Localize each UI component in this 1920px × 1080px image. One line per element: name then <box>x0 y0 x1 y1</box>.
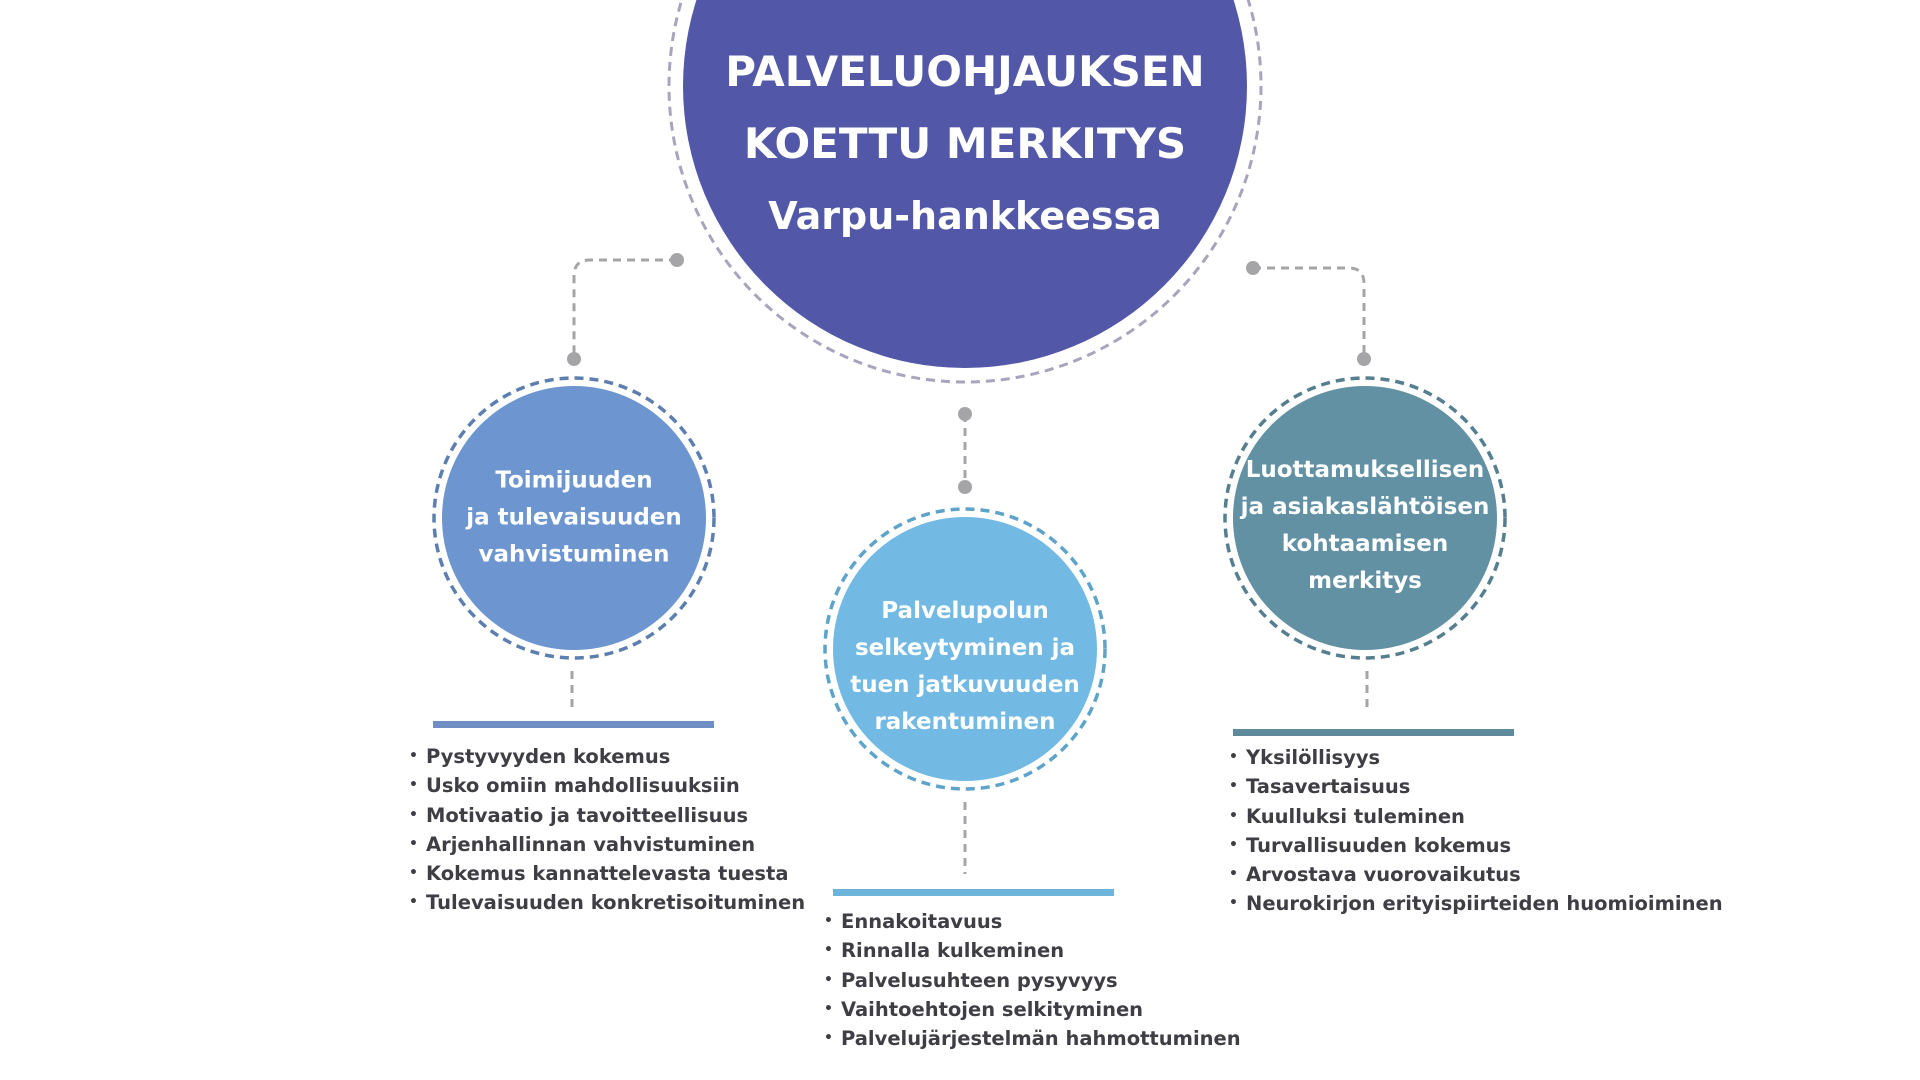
connector-left <box>574 260 677 359</box>
list-item: • Tasavertaisuus <box>1246 772 1723 801</box>
connector-dot <box>958 407 972 421</box>
list-item: • Palvelusuhteen pysyvyys <box>841 966 1241 995</box>
main-title <box>725 36 1204 252</box>
node-label-line: ja asiakaslähtöisen <box>1240 494 1490 520</box>
connector-dot <box>670 253 684 267</box>
connector-dot <box>1357 352 1371 366</box>
right-node-label <box>1241 452 1490 600</box>
left-node-label <box>466 463 682 574</box>
list-item: • Tulevaisuuden konkretisoituminen <box>426 888 805 917</box>
left-item-list <box>426 742 805 918</box>
list-item: • Usko omiin mahdollisuuksiin <box>426 771 805 800</box>
node-label-line: vahvistuminen <box>478 541 670 568</box>
node-label-line: Luottamuksellisen <box>1245 457 1485 483</box>
node-label-line: Palvelupolun <box>881 598 1049 624</box>
middle-divider-bar <box>833 889 1114 896</box>
connector-dot <box>958 480 972 494</box>
list-item: • Vaihtoehtojen selkityminen <box>841 995 1241 1024</box>
list-item: • Ennakoitavuus <box>841 907 1241 936</box>
middle-node-label <box>850 593 1080 741</box>
list-item: • Pystyvyyden kokemus <box>426 742 805 771</box>
list-item: • Arjenhallinnan vahvistuminen <box>426 830 805 859</box>
list-item: • Kuulluksi tuleminen <box>1246 802 1723 831</box>
list-item: • Rinnalla kulkeminen <box>841 936 1241 965</box>
list-item: • Arvostava vuorovaikutus <box>1246 860 1723 889</box>
right-divider-bar <box>1233 729 1514 736</box>
node-label-line: tuen jatkuvuuden <box>850 672 1080 698</box>
list-item: • Yksilöllisyys <box>1246 743 1723 772</box>
middle-item-list <box>841 907 1241 1053</box>
connector-right <box>1253 268 1364 359</box>
node-label-line: selkeytyminen ja <box>854 635 1076 661</box>
main-subtitle: Varpu-hankkeessa <box>768 194 1162 238</box>
left-divider-bar <box>433 721 714 728</box>
node-label-line: merkitys <box>1308 568 1422 594</box>
list-item: • Neurokirjon erityispiirteiden huomioiminen <box>1246 889 1723 918</box>
main-title-line: KOETTU MERKITYS <box>743 119 1187 168</box>
node-label-line: kohtaamisen <box>1281 531 1449 557</box>
list-item: • Turvallisuuden kokemus <box>1246 831 1723 860</box>
right-item-list <box>1246 743 1723 919</box>
list-item: • Palvelujärjestelmän hahmottuminen <box>841 1024 1241 1053</box>
connector-dot <box>1246 261 1260 275</box>
node-label-line: ja tulevaisuuden <box>466 504 682 531</box>
connector-dot <box>567 352 581 366</box>
list-item: • Motivaatio ja tavoitteellisuus <box>426 801 805 830</box>
list-item: • Kokemus kannattelevasta tuesta <box>426 859 805 888</box>
main-title-line: PALVELUOHJAUKSEN <box>725 47 1205 96</box>
node-label-line: Toimijuuden <box>495 467 653 494</box>
node-label-line: rakentuminen <box>874 709 1056 735</box>
